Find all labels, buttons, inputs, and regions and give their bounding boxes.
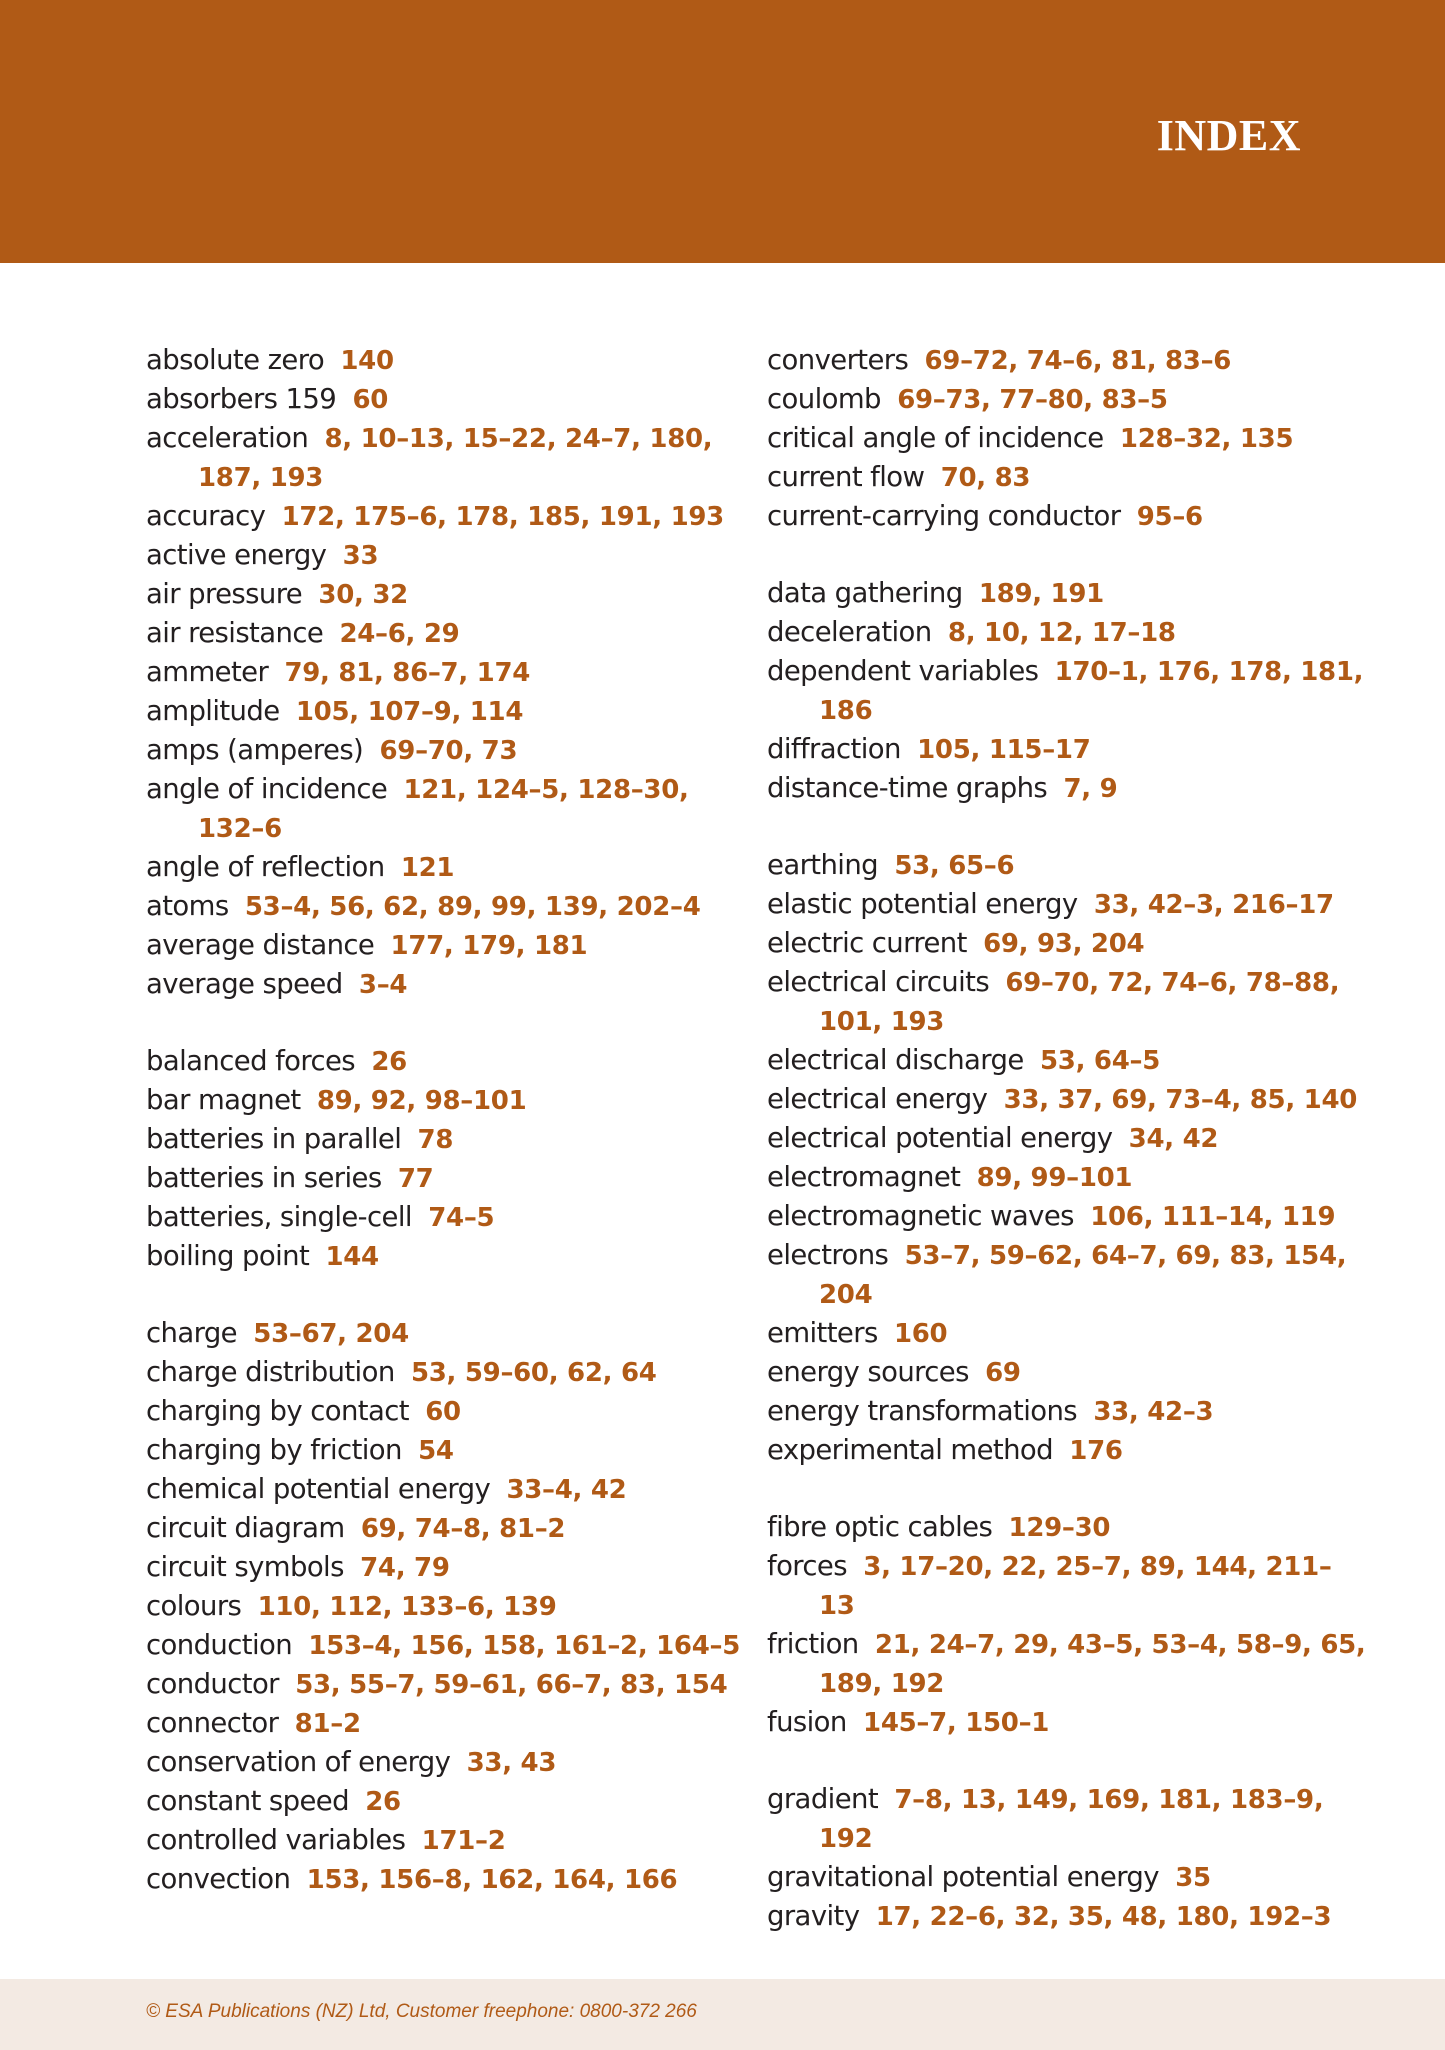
index-page-numbers: 160 [893, 1319, 948, 1349]
index-entry [146, 926, 746, 965]
index-entry [146, 1431, 746, 1470]
index-page-numbers: 121, 124–5, 128–30, 132–6 [198, 775, 689, 844]
index-entry [767, 924, 1367, 963]
index-term: amps (amperes) [146, 734, 364, 766]
index-term: acceleration [146, 422, 309, 454]
index-entry [767, 1314, 1367, 1353]
index-entry [767, 1392, 1367, 1431]
index-entry [767, 341, 1367, 380]
index-group [767, 574, 1367, 808]
index-term: electrical potential energy [767, 1122, 1113, 1154]
index-page-numbers: 8, 10, 12, 17–18 [947, 618, 1176, 648]
index-term: angle of incidence [146, 773, 388, 805]
index-term: friction [767, 1628, 859, 1660]
index-term: bar magnet [146, 1084, 301, 1116]
index-group [767, 341, 1367, 536]
index-page-numbers: 26 [365, 1787, 401, 1817]
index-page-numbers: 69–70, 72, 74–6, 78–88, 101, 193 [819, 968, 1340, 1037]
index-term: average speed [146, 968, 343, 1000]
index-group [767, 1780, 1367, 1936]
index-entry [146, 1821, 746, 1860]
index-entry [146, 1392, 746, 1431]
index-page-numbers: 74–5 [428, 1203, 495, 1233]
index-term: experimental method [767, 1434, 1053, 1466]
index-term: forces [767, 1550, 847, 1582]
index-term: earthing [767, 849, 879, 881]
index-term: deceleration [767, 616, 932, 648]
index-page-numbers: 30, 32 [318, 580, 408, 610]
index-entry [146, 692, 746, 731]
index-entry [767, 497, 1367, 536]
index-entry [146, 419, 746, 497]
index-entry [146, 1509, 746, 1548]
index-page-numbers: 89, 92, 98–101 [316, 1086, 527, 1116]
index-term: charging by friction [146, 1434, 402, 1466]
index-entry [146, 1120, 746, 1159]
index-entry [146, 1353, 746, 1392]
index-entry [146, 1237, 746, 1276]
index-term: gravitational potential energy [767, 1861, 1159, 1893]
index-term: circuit symbols [146, 1551, 344, 1583]
index-entry [146, 1626, 746, 1665]
index-term: data gathering [767, 577, 963, 609]
index-page-numbers: 144 [325, 1242, 379, 1272]
index-entry [146, 614, 746, 653]
index-entry [146, 1665, 746, 1704]
index-term: average distance [146, 929, 375, 961]
index-entry [146, 1548, 746, 1587]
index-page-numbers: 60 [425, 1397, 461, 1427]
index-page-numbers: 128–32, 135 [1119, 424, 1294, 454]
index-page-numbers: 153, 156–8, 162, 164, 166 [306, 1865, 678, 1895]
index-term: emitters [767, 1317, 878, 1349]
index-term: air resistance [146, 617, 324, 649]
index-entry [767, 1236, 1367, 1314]
index-entry [146, 1743, 746, 1782]
index-page-numbers: 81–2 [294, 1709, 361, 1739]
index-entry [146, 575, 746, 614]
index-page-numbers: 24–6, 29 [339, 619, 460, 649]
index-term: conservation of energy [146, 1746, 451, 1778]
index-group [146, 1042, 746, 1276]
index-page-numbers: 53, 64–5 [1040, 1046, 1160, 1076]
index-term: coulomb [767, 383, 881, 415]
index-group [146, 341, 746, 1004]
index-page-numbers: 7–8, 13, 149, 169, 181, 183–9, 192 [819, 1785, 1324, 1854]
index-term: current flow [767, 461, 925, 493]
index-entry [767, 1508, 1367, 1547]
index-term: connector [146, 1707, 279, 1739]
index-column-right [767, 341, 1367, 1974]
index-entry [146, 731, 746, 770]
index-page-numbers: 26 [371, 1047, 407, 1077]
index-entry [146, 536, 746, 575]
index-group [767, 846, 1367, 1470]
index-page-numbers: 33–4, 42 [506, 1475, 627, 1505]
page-title: INDEX [1156, 111, 1301, 160]
index-entry [146, 1314, 746, 1353]
index-page-numbers: 140 [340, 346, 394, 376]
index-page-numbers: 21, 24–7, 29, 43–5, 53–4, 58–9, 65, 189, 192 [819, 1630, 1366, 1699]
index-entry [146, 1587, 746, 1626]
index-term: elastic potential energy [767, 888, 1078, 920]
index-entry [146, 497, 746, 536]
index-term: electromagnet [767, 1161, 961, 1193]
index-entry [767, 1431, 1367, 1470]
index-page-numbers: 69–73, 77–80, 83–5 [897, 385, 1168, 415]
index-page-numbers: 70, 83 [940, 463, 1031, 493]
index-page-numbers: 7, 9 [1063, 774, 1118, 804]
index-page-numbers: 3–4 [358, 970, 408, 1000]
index-term: gradient [767, 1783, 879, 1815]
index-page-numbers: 95–6 [1136, 502, 1203, 532]
index-page-numbers: 33, 42–3, 216–17 [1093, 890, 1334, 920]
index-entry [767, 458, 1367, 497]
index-page-numbers: 170–1, 176, 178, 181, 186 [819, 657, 1364, 726]
index-page-numbers: 53, 55–7, 59–61, 66–7, 83, 154 [295, 1670, 728, 1700]
index-page-numbers: 129–30 [1008, 1513, 1111, 1543]
index-entry [146, 1860, 746, 1899]
index-term: atoms [146, 890, 229, 922]
index-page-numbers: 189, 191 [978, 579, 1104, 609]
index-entry [767, 769, 1367, 808]
index-entry [146, 965, 746, 1004]
index-page-numbers: 79, 81, 86–7, 174 [284, 658, 531, 688]
index-entry [767, 1080, 1367, 1119]
index-term: balanced forces [146, 1045, 356, 1077]
index-term: critical angle of incidence [767, 422, 1104, 454]
index-entry [146, 1782, 746, 1821]
index-term: electric current [767, 927, 967, 959]
index-term: energy sources [767, 1356, 969, 1388]
index-page-numbers: 33, 37, 69, 73–4, 85, 140 [1003, 1085, 1358, 1115]
index-entry [767, 730, 1367, 769]
index-term: air pressure [146, 578, 303, 610]
index-entry [146, 1081, 746, 1120]
index-page-numbers: 110, 112, 133–6, 139 [257, 1592, 557, 1622]
index-term: fibre optic cables [767, 1511, 993, 1543]
index-term: chemical potential energy [146, 1473, 491, 1505]
index-entry [146, 653, 746, 692]
index-page-numbers: 33, 42–3 [1093, 1397, 1214, 1427]
index-page-numbers: 69 [985, 1358, 1021, 1388]
index-entry [767, 1197, 1367, 1236]
index-page-numbers: 60 [352, 385, 389, 415]
index-entry [767, 1119, 1367, 1158]
index-entry [767, 1547, 1367, 1625]
index-term: electromagnetic waves [767, 1200, 1074, 1232]
index-entry [146, 1470, 746, 1509]
index-page-numbers: 89, 99–101 [976, 1163, 1133, 1193]
index-term: electrical energy [767, 1083, 988, 1115]
index-column-left [146, 341, 746, 1937]
index-entry [767, 613, 1367, 652]
index-page-numbers: 53–67, 204 [253, 1319, 409, 1349]
index-entry [767, 1625, 1367, 1703]
index-term: electrical circuits [767, 966, 990, 998]
index-term: energy transformations [767, 1395, 1078, 1427]
index-page-numbers: 34, 42 [1128, 1124, 1219, 1154]
index-term: boiling point [146, 1240, 310, 1272]
index-page-numbers: 78 [417, 1125, 454, 1155]
index-term: amplitude [146, 695, 280, 727]
index-entry [767, 419, 1367, 458]
index-term: batteries in series [146, 1162, 382, 1194]
index-group [767, 1508, 1367, 1742]
index-page-numbers: 17, 22–6, 32, 35, 48, 180, 192–3 [875, 1902, 1332, 1932]
index-entry [767, 574, 1367, 613]
index-entry [146, 341, 746, 380]
index-page-numbers: 105, 107–9, 114 [295, 697, 524, 727]
index-term: converters [767, 344, 909, 376]
index-page-numbers: 74, 79 [360, 1553, 450, 1583]
index-term: diffraction [767, 733, 901, 765]
index-page-numbers: 153–4, 156, 158, 161–2, 164–5 [308, 1631, 741, 1661]
index-page-numbers: 69, 74–8, 81–2 [360, 1514, 566, 1544]
index-term: absorbers 159 [146, 383, 337, 415]
index-entry [767, 1353, 1367, 1392]
index-term: electrical discharge [767, 1044, 1024, 1076]
index-entry [767, 1703, 1367, 1742]
index-page-numbers: 53–7, 59–62, 64–7, 69, 83, 154, 204 [819, 1241, 1347, 1310]
index-page-numbers: 106, 111–14, 119 [1090, 1202, 1336, 1232]
index-entry [767, 380, 1367, 419]
index-term: ammeter [146, 656, 269, 688]
index-term: electrons [767, 1239, 889, 1271]
index-page-numbers: 145–7, 150–1 [863, 1708, 1050, 1738]
header-banner [0, 0, 1445, 263]
index-term: batteries in parallel [146, 1123, 402, 1155]
index-term: constant speed [146, 1785, 349, 1817]
index-entry [767, 963, 1367, 1041]
footer [0, 1979, 1445, 2050]
index-entry [146, 380, 746, 419]
index-entry [146, 887, 746, 926]
index-page-numbers: 105, 115–17 [917, 735, 1091, 765]
index-term: distance-time graphs [767, 772, 1048, 804]
index-entry [146, 1042, 746, 1081]
index-entry [767, 1041, 1367, 1080]
index-term: fusion [767, 1706, 847, 1738]
index-page-numbers: 35 [1175, 1863, 1211, 1893]
index-page-numbers: 53, 65–6 [894, 851, 1015, 881]
index-term: angle of reflection [146, 851, 385, 883]
index-entry [767, 652, 1367, 730]
index-term: controlled variables [146, 1824, 406, 1856]
index-entry [767, 1858, 1367, 1897]
index-page-numbers: 69–70, 73 [379, 736, 518, 766]
index-entry [146, 770, 746, 848]
copyright-text: © ESA Publications (NZ) Ltd, Customer freephone: 0800-372 266 [146, 2001, 697, 2022]
index-term: dependent variables [767, 655, 1039, 687]
index-entry [146, 1159, 746, 1198]
index-page-numbers: 171–2 [421, 1826, 506, 1856]
index-page-numbers: 69, 93, 204 [983, 929, 1145, 959]
index-page-numbers: 54 [418, 1436, 454, 1466]
index-page-numbers: 3, 17–20, 22, 25–7, 89, 144, 211–13 [819, 1552, 1332, 1621]
index-page-numbers: 33, 43 [466, 1748, 557, 1778]
index-page-numbers: 121 [400, 853, 455, 883]
index-entry [767, 1780, 1367, 1858]
index-entry [767, 846, 1367, 885]
index-term: charging by contact [146, 1395, 409, 1427]
index-term: accuracy [146, 500, 266, 532]
index-term: absolute zero [146, 344, 325, 376]
index-entry [767, 885, 1367, 924]
index-term: circuit diagram [146, 1512, 345, 1544]
index-entry [146, 1704, 746, 1743]
index-page-numbers: 177, 179, 181 [390, 931, 588, 961]
index-page-numbers: 53–4, 56, 62, 89, 99, 139, 202–4 [244, 892, 701, 922]
index-group [146, 1314, 746, 1899]
index-term: charge [146, 1317, 237, 1349]
index-term: gravity [767, 1900, 860, 1932]
index-page-numbers: 8, 10–13, 15–22, 24–7, 180, 187, 193 [198, 424, 713, 493]
index-page-numbers: 69–72, 74–6, 81, 83–6 [924, 346, 1232, 376]
index-term: convection [146, 1863, 291, 1895]
index-term: charge distribution [146, 1356, 395, 1388]
index-term: active energy [146, 539, 327, 571]
index-entry [146, 1198, 746, 1237]
index-page-numbers: 33 [342, 541, 379, 571]
index-term: conductor [146, 1668, 279, 1700]
index-term: batteries, single-cell [146, 1201, 412, 1233]
index-term: current-carrying conductor [767, 500, 1121, 532]
index-page-numbers: 53, 59–60, 62, 64 [410, 1358, 657, 1388]
index-page-numbers: 176 [1069, 1436, 1123, 1466]
index-entry [767, 1897, 1367, 1936]
index-term: colours [146, 1590, 242, 1622]
index-term: conduction [146, 1629, 293, 1661]
index-entry [146, 848, 746, 887]
index-page-numbers: 77 [397, 1164, 434, 1194]
index-entry [767, 1158, 1367, 1197]
index-page-numbers: 172, 175–6, 178, 185, 191, 193 [281, 502, 724, 532]
